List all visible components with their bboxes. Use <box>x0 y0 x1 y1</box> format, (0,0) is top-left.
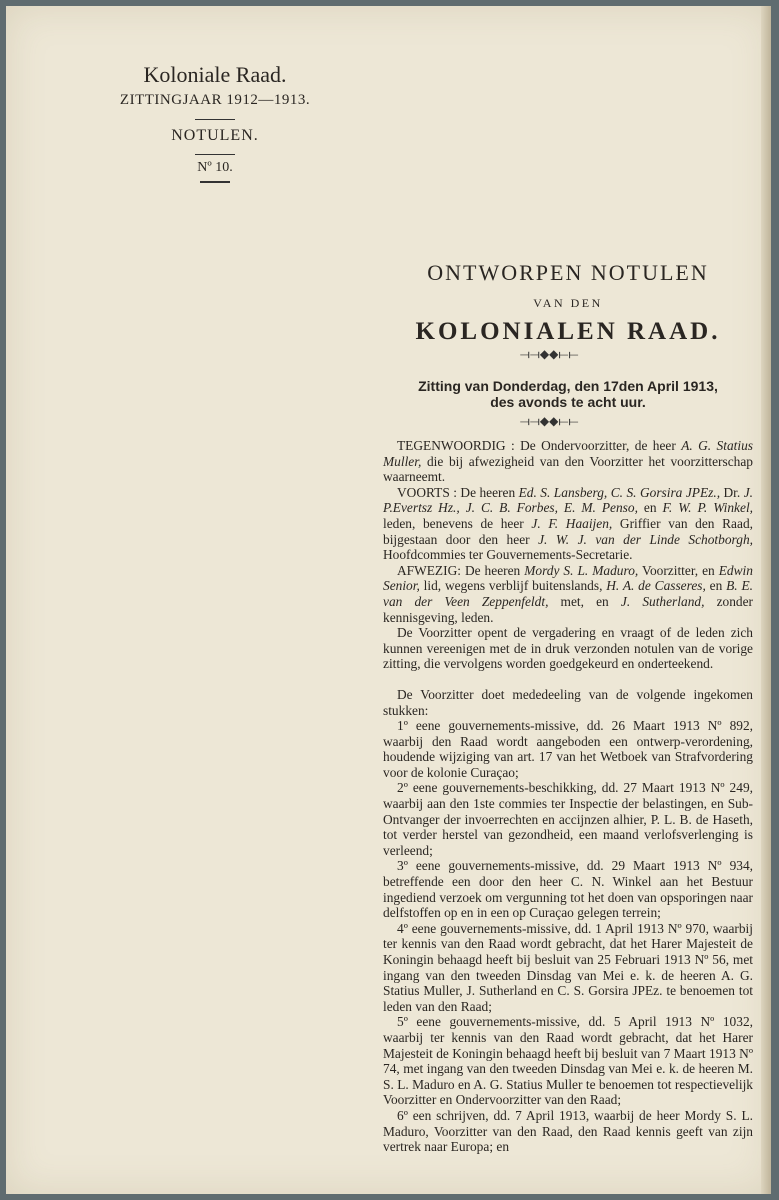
person-name: J. F. Haaijen, <box>531 515 613 531</box>
text: Hoofdcommies ter Gouvernements-Secretarie. <box>383 547 633 563</box>
text: die bij afwezigheid van den Voorzitter het voorzitterschap waarneemt. <box>383 453 753 485</box>
session-line-2: des avonds te acht uur. <box>490 394 646 410</box>
incoming-item: 1º eene gouvernements-missive, dd. 26 Maart 1913 Nº 892, waarbij den Raad wordt aangeboden een ontwerp-verordening, houdende wijziging van art. 17 van het Wetboek van Strafvordering voor de kolonie Curaçao; <box>383 718 753 780</box>
session-line-1: Zitting van Donderdag, den 17den April 1913, <box>418 378 718 394</box>
text: Voorzitter, en <box>638 562 719 578</box>
attendance-absent <box>383 563 753 625</box>
ornament-divider: ⟞⟞◆◆⟝⟝ <box>520 414 579 428</box>
text: zonder kennisgeving, leden. <box>383 593 754 625</box>
person-name: H. A. de Casseres, <box>606 578 706 594</box>
text: Griffier van den Raad, bijgestaan door den heer <box>383 515 753 547</box>
attendance-also <box>383 485 753 563</box>
text: en <box>637 500 663 516</box>
person-name: B. E. van der Veen Zeppenfeldt, <box>383 578 753 609</box>
person-name: Mordy S. L. Maduro, <box>524 562 639 578</box>
document-title: ONTWORPEN NOTULEN <box>427 260 709 285</box>
incoming-item: 6º een schrijven, dd. 7 April 1913, waarbij de heer Mordy S. L. Maduro, Voorzitter van den Raad, den Raad kennis geeft van zijn vertrek naar Europa; en <box>383 1107 753 1155</box>
text: AFWEZIG: De heeren <box>397 562 525 578</box>
person-name: J. Sutherland, <box>620 593 705 609</box>
document-subtitle: VAN DEN <box>533 296 603 310</box>
incoming-item: 3º eene gouvernements-missive, dd. 29 Maart 1913 Nº 934, betreffende een door den heer C. N. Winkel aan het Bestuur ingediend verzoek om vergunning tot het doen van opsporingen naar delfstoffen op en in een op Curaçao gelegen terrein; <box>383 858 753 921</box>
text: VOORTS : De heeren <box>397 484 519 500</box>
person-name: F. W. P. Winkel, <box>662 500 754 516</box>
council-title: KOLONIALEN RAAD. <box>415 318 721 345</box>
page-edge <box>761 6 771 1194</box>
header-number: Nº 10. <box>197 160 233 175</box>
attendance-present <box>383 438 753 485</box>
header-rule <box>200 181 230 183</box>
text: TEGENWOORDIG : De Ondervoorzitter, de heer <box>397 438 682 453</box>
person-name: J. W. J. van der Linde Schotborgh, <box>538 531 753 547</box>
person-name: Ed. S. Lansberg, C. S. Gorsira JPEz., <box>518 484 721 500</box>
person-name: J. P.Evertsz Hz., J. C. B. Forbes, E. M. Penso, <box>383 484 754 516</box>
opening-paragraph: De Voorzitter opent de vergadering en vraagt of de leden zich kunnen vereenigen met de in druk verzonden notulen van de vorige zitting, die vervolgens worden goedgekeurd en onderteekend. <box>383 625 753 672</box>
minutes-body <box>383 438 753 1155</box>
header-rule <box>195 154 235 155</box>
person-name: Edwin Senior, <box>383 562 753 594</box>
incoming-item: 4º eene gouvernements-missive, dd. 1 April 1913 Nº 970, waarbij ter kennis van den Raad wordt gebracht, dat het Harer Majesteit de Koningin behaagd heeft bij besluit van 25 Februari 1913 Nº 56, met ingang van den tweeden Dinsdag van Mei e. k. de heeren A. G. Statius Muller, J. Sutherland en C. S. Gorsira JPEz. te benoemen tot leden van den Raad; <box>383 920 753 1014</box>
incoming-item: 2º eene gouvernements-beschikking, dd. 27 Maart 1913 Nº 249, waarbij aan den 1ste commies ter Inspectie der belastingen, en Sub-Ontvanger der invoerrechten en accijnzen alhier, P. L. B. de Haseth, tot verder herstel van gezondheid, een maand verlofsverlenging is verleend; <box>383 780 753 858</box>
header-notulen: NOTULEN. <box>171 127 259 144</box>
text: lid, wegens verblijf buitenslands, <box>419 578 607 594</box>
header-year: ZITTINGJAAR 1912—1913. <box>119 92 311 108</box>
text: Dr. <box>720 484 744 500</box>
text: met, en <box>548 593 621 609</box>
header-rule <box>195 119 235 120</box>
ornament-divider: ⟞⟞◆◆⟝⟝ <box>520 347 579 361</box>
announcement-paragraph: De Voorzitter doet mededeeling van de volgende ingekomen stukken: <box>383 686 753 718</box>
text: leden, benevens de heer <box>383 515 532 531</box>
header-title: Koloniale Raad. <box>143 62 287 87</box>
person-name: A. G. Statius Muller, <box>383 438 753 469</box>
text: en <box>705 578 727 594</box>
incoming-item: 5º eene gouvernements-missive, dd. 5 April 1913 Nº 1032, waarbij ter kennis van den Raad wordt gebracht, dat het Harer Majesteit de Koningin behaagd heeft bij besluit van 7 Maart 1913 Nº 74, met ingang van den tweeden Dinsdag van Mei e. k. de heeren M. S. L. Maduro en A. G. Statius Muller te benoemen tot respectievelijk Voorzitter en Ondervoorzitter van den Raad; <box>383 1014 753 1108</box>
